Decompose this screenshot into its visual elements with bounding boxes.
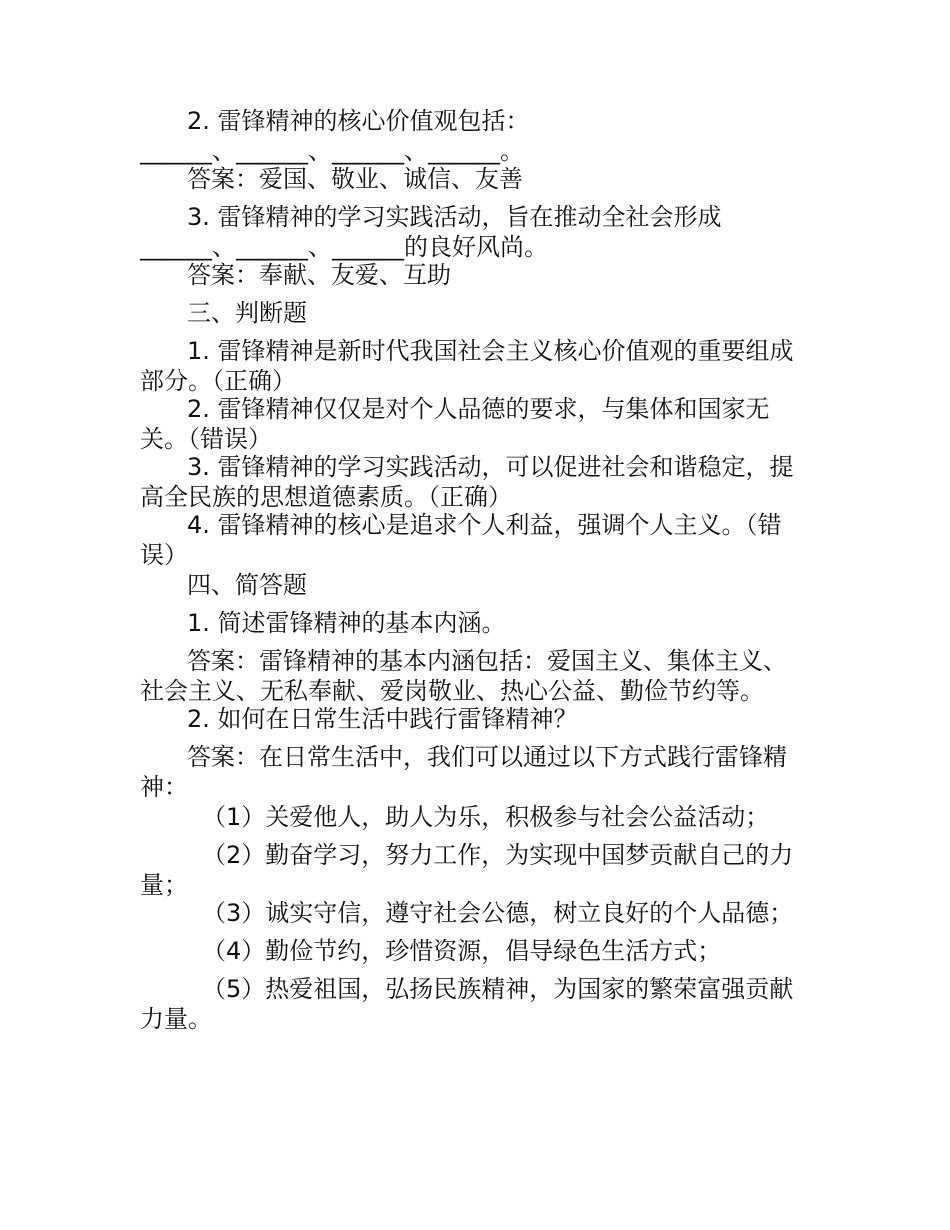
item-text: 1. 雷锋精神是新时代我国社会主义核心价值观的重要组成 bbox=[187, 337, 794, 365]
list-item-2 bbox=[140, 840, 812, 900]
item-text: 2. 雷锋精神仅仅是对个人品德的要求，与集体和国家无 bbox=[187, 395, 770, 423]
short-answer-1 bbox=[140, 646, 812, 706]
judge-item-1 bbox=[140, 336, 812, 396]
list-text: （1）关爱他人，助人为乐，积极参与社会公益活动； bbox=[202, 803, 770, 831]
list-text: （2）勤奋学习，努力工作，为实现中国梦贡献自己的力 bbox=[202, 841, 794, 869]
item-text-cont: 部分。（正确） bbox=[140, 367, 296, 395]
answer-text: 答案：在日常生活中，我们可以通过以下方式践行雷锋精 bbox=[187, 743, 787, 771]
short-question-1: 1. 简述雷锋精神的基本内涵。 bbox=[187, 609, 506, 637]
list-item-5 bbox=[140, 974, 812, 1034]
list-item-4 bbox=[140, 936, 812, 966]
item-text-cont: 关。（错误） bbox=[140, 425, 272, 453]
list-item-3 bbox=[140, 898, 812, 928]
judge-item-3 bbox=[140, 452, 812, 512]
item-text-cont: 误） bbox=[140, 541, 188, 569]
question-text: 3. 雷锋精神的学习实践活动，旨在推动全社会形成 bbox=[187, 203, 722, 231]
item-text: 3. 雷锋精神的学习实践活动，可以促进社会和谐稳定，提 bbox=[187, 453, 794, 481]
blank-line: ______、______、______的良好风尚。 bbox=[140, 233, 548, 261]
short-answer-2 bbox=[140, 742, 812, 802]
fill-question-2 bbox=[140, 106, 812, 166]
answer-text-cont: 神： bbox=[140, 773, 188, 801]
answer-text: 答案：雷锋精神的基本内涵包括：爱国主义、集体主义、 bbox=[187, 647, 787, 675]
section-title-judgement: 三、判断题 bbox=[187, 299, 307, 327]
list-text: （3）诚实守信，遵守社会公德，树立良好的个人品德； bbox=[202, 899, 794, 927]
judge-item-4 bbox=[140, 510, 812, 570]
list-text: （5）热爱祖国，弘扬民族精神，为国家的繁荣富强贡献 bbox=[202, 975, 794, 1003]
short-question-2: 2. 如何在日常生活中践行雷锋精神？ bbox=[187, 705, 578, 733]
fill-question-3 bbox=[140, 202, 812, 262]
answer-text-cont: 社会主义、无私奉献、爱岗敬业、热心公益、勤俭节约等。 bbox=[140, 677, 764, 705]
blank-line: ______、______、______、______。 bbox=[140, 137, 524, 165]
item-text: 4. 雷锋精神的核心是追求个人利益，强调个人主义。（错 bbox=[187, 511, 782, 539]
list-text-cont: 量； bbox=[140, 871, 188, 899]
list-text-cont: 力量。 bbox=[140, 1005, 212, 1033]
list-item-1 bbox=[140, 802, 812, 832]
list-text: （4）勤俭节约，珍惜资源，倡导绿色生活方式； bbox=[202, 937, 722, 965]
judge-item-2 bbox=[140, 394, 812, 454]
question-text: 2. 雷锋精神的核心价值观包括： bbox=[187, 107, 530, 135]
fill-answer-3: 答案：奉献、友爱、互助 bbox=[187, 261, 451, 289]
fill-answer-2: 答案：爱国、敬业、诚信、友善 bbox=[187, 165, 523, 193]
section-title-short-answer: 四、简答题 bbox=[187, 571, 307, 599]
item-text-cont: 高全民族的思想道德素质。（正确） bbox=[140, 483, 512, 511]
